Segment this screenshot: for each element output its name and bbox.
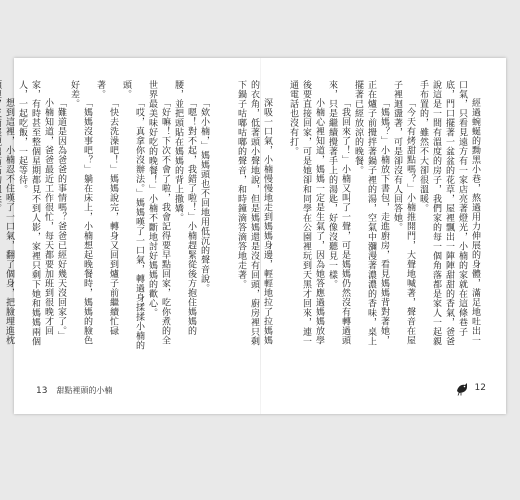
left-page bbox=[4, 58, 260, 414]
paragraph: 小楠心裡知道，媽媽一定是生氣了，因為她答應過媽媽放學後要直接回家，可是她卻和同學在公園裡玩到天黑才回來，連一通電話也沒有打。 bbox=[288, 80, 324, 346]
paragraph: 「快去洗澡吧！」媽媽說完，轉身又回到爐子前繼續忙碌著。 bbox=[95, 80, 118, 336]
paragraph: 「媽媽沒事吧？」躺在床上，小楠想起晚餐時，媽媽的臉色好差。 bbox=[69, 80, 92, 345]
paragraph: 小楠知道，爸爸最近工作很忙，每天都要加班到很晚才回家，有時甚至整個星期都見不到人影，家裡只剩下她和媽媽兩個人，一起吃飯，一起等待。 bbox=[17, 80, 53, 346]
paragraph: 「嗯！對不起，我錯了啦！」小楠趕緊從後方抱住媽媽的腰，並把頭貼在媽媽的背上撒嬌。 bbox=[173, 80, 196, 336]
page-number: 13 bbox=[36, 386, 48, 396]
bird-icon bbox=[455, 380, 469, 396]
paragraph: 「今天有烤甜點嗎？」小楠推開門，大聲地喊著，聲音在屋子裡迴盪著，可是卻沒有人回答她。 bbox=[392, 80, 415, 345]
left-page-footer bbox=[36, 385, 112, 396]
left-page-body bbox=[4, 80, 210, 350]
book-spread bbox=[4, 58, 506, 414]
paragraph: 「媽媽？」小楠放下書包，走進廚房，看見媽媽背對著她，正在爐子前攪拌著鍋子裡的湯，空氣中瀰漫著濃濃的香味，桌上擺著已經放涼的晚餐。 bbox=[353, 80, 389, 346]
running-title: 甜點裡頭的小楠 bbox=[56, 386, 113, 395]
right-page bbox=[236, 58, 506, 414]
paragraph: 深吸一口氣，小楠慢慢地走到媽媽身邊，輕輕地拉了拉媽媽的衣角，低著頭小聲地說，但是媽媽還是沒有回頭，廚房裡只剩下鍋子咕嘟咕嘟的聲音，和時鐘滴答滴答地走著。 bbox=[236, 80, 272, 346]
paragraph: 「欸小楠，」媽媽頭也不回地用低沉的聲音說。 bbox=[199, 98, 209, 293]
paragraph: 「難道是因為爸爸的事情嗎？爸爸已經好幾天沒回家了。」 bbox=[56, 98, 66, 341]
right-page-body bbox=[236, 80, 481, 350]
right-page-footer bbox=[455, 380, 486, 396]
paragraph: 經過蜿蜒的黝黑小巷，熬過用力伸展的身體，滿足地吐出一口氣，只看見遠方有一家店亮著燈光，小楠的家就在這條巷子底，門口擺著一盆盆的花草，屋裡飄出一陣陣甜甜的香氣，爸爸說這是一間有溫度的房子，我們家的每一個角落都是家人一起親手布置的，雖然不大卻很溫暖。 bbox=[418, 80, 480, 346]
paragraph: 「哎，真拿你沒辦法。」媽媽嘆了一口氣，轉過身揉揉小楠的頭。 bbox=[121, 80, 144, 350]
paragraph: 「我回來了！」小楠又叫了一聲，可是媽媽仍然沒有轉過頭來，只是繼續攪著手上的湯匙，好像沒聽見一樣。 bbox=[327, 80, 350, 345]
page-number: 12 bbox=[474, 383, 486, 393]
paragraph: 想到這裡，小楠忍不住嘆了一口氣，翻了個身，把臉埋進枕 bbox=[4, 98, 14, 345]
paragraph: 「好嘛！下次不會了啦，我會記得要早點回家，吃你煮的全世界最美味好吃的晚餐！」小楠不斷地討好媽媽的歡心。 bbox=[147, 80, 170, 345]
